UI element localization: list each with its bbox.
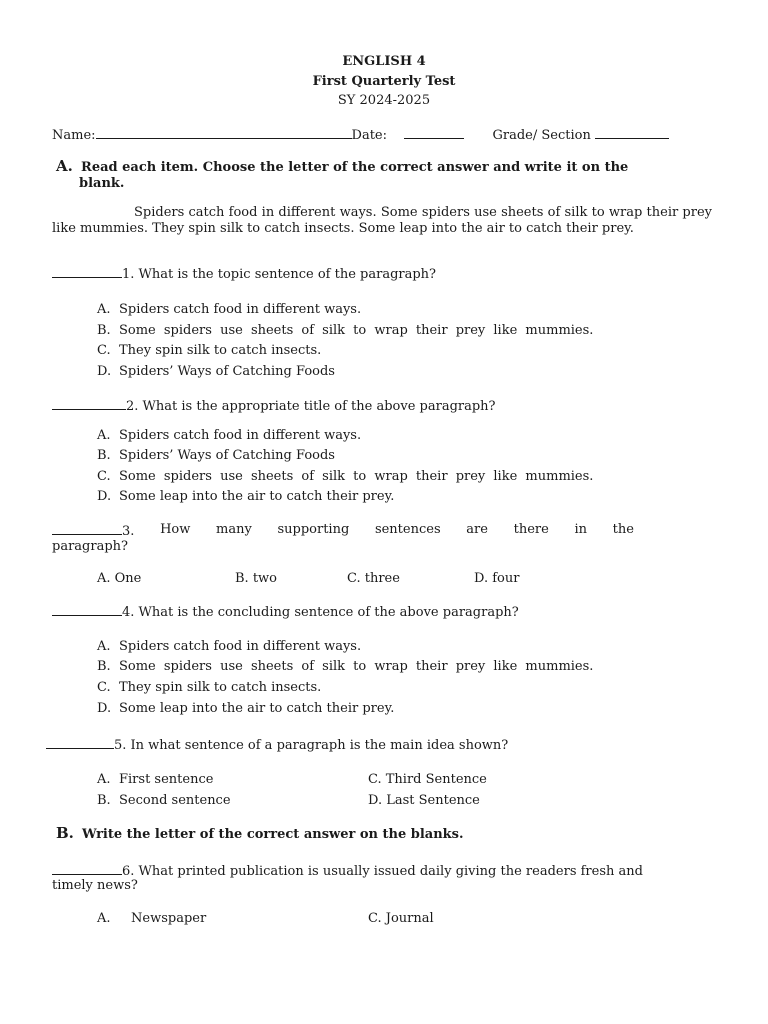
section-b-letter: B. (56, 824, 74, 842)
q4-option-d: D. Some leap into the air to catch their prey. (97, 701, 395, 716)
passage: Spiders catch food in different ways. Some spiders use sheets of silk to wrap their prey like mummies. They spin silk to catch insects. Some leap into the air to catch their prey. (52, 205, 712, 236)
grade-label: Grade/ Section (492, 128, 591, 143)
info-line (52, 126, 669, 144)
q1-option-b: B. Some spiders use sheets of silk to wrap their prey like mummies. (97, 323, 594, 338)
answer-blank-5[interactable] (46, 736, 114, 749)
q2-option-a: A. Spiders catch food in different ways. (97, 428, 362, 443)
date-label: Date: (351, 128, 388, 143)
q3-option-a: A. One (97, 571, 142, 586)
q4-option-a: A. Spiders catch food in different ways. (97, 639, 362, 654)
date-blank[interactable] (404, 126, 464, 139)
question-2 (52, 397, 496, 415)
question-5-text: 5. In what sentence of a paragraph is the main idea shown? (114, 738, 509, 753)
q5-option-d: D. Last Sentence (368, 793, 480, 808)
q6-option-c: C. Journal (368, 911, 434, 926)
name-label: Name: (52, 128, 96, 143)
section-a-letter: A. (56, 157, 73, 175)
q3-option-d: D. four (474, 571, 520, 586)
question-6 (52, 862, 643, 880)
question-2-text: 2. What is the appropriate title of the above paragraph? (126, 399, 496, 414)
answer-blank-6[interactable] (52, 862, 122, 875)
school-year: SY 2024-2025 (337, 93, 431, 108)
grade-blank[interactable] (595, 126, 669, 139)
answer-blank-3[interactable] (52, 522, 122, 535)
q5-option-b: B. Second sentence (97, 793, 231, 808)
section-a-heading (56, 158, 628, 176)
test-title: First Quarterly Test (312, 74, 456, 89)
question-5 (46, 736, 508, 754)
question-1-text: 1. What is the topic sentence of the paragraph? (122, 267, 437, 282)
question-3: 3. How many supporting sentences are there in the (52, 522, 634, 540)
answer-blank-1[interactable] (52, 265, 122, 278)
q1-option-a: A. Spiders catch food in different ways. (97, 302, 362, 317)
section-b-instruction: Write the letter of the correct answer on the blanks. (82, 827, 464, 842)
question-1 (52, 265, 436, 283)
q2-option-b: B. Spiders’ Ways of Catching Foods (97, 448, 335, 463)
name-blank[interactable] (96, 126, 352, 139)
section-a-instruction: Read each item. Choose the letter of the correct answer and write it on the (81, 160, 629, 175)
section-b-heading (56, 825, 464, 843)
q5-option-c: C. Third Sentence (368, 772, 487, 787)
q2-option-d: D. Some leap into the air to catch their prey. (97, 489, 395, 504)
q1-option-c: C. They spin silk to catch insects. (97, 343, 322, 358)
question-6-cont: timely news? (52, 878, 138, 893)
q3-option-b: B. two (235, 571, 277, 586)
question-6-text: 6. What printed publication is usually issued daily giving the readers fresh and (122, 864, 643, 879)
subject-title: ENGLISH 4 (342, 54, 426, 69)
q6-option-a: A. Newspaper (97, 911, 207, 926)
q1-option-d: D. Spiders’ Ways of Catching Foods (97, 364, 335, 379)
question-4-text: 4. What is the concluding sentence of the above paragraph? (122, 605, 519, 620)
q3-option-c: C. three (347, 571, 400, 586)
section-a-instruction-cont: blank. (79, 176, 125, 191)
question-3-cont: paragraph? (52, 539, 128, 554)
q4-option-c: C. They spin silk to catch insects. (97, 680, 322, 695)
answer-blank-4[interactable] (52, 603, 122, 616)
answer-blank-2[interactable] (52, 397, 126, 410)
question-4 (52, 603, 519, 621)
q4-option-b: B. Some spiders use sheets of silk to wrap their prey like mummies. (97, 659, 594, 674)
q2-option-c: C. Some spiders use sheets of silk to wrap their prey like mummies. (97, 469, 594, 484)
q5-option-a: A. First sentence (97, 772, 214, 787)
